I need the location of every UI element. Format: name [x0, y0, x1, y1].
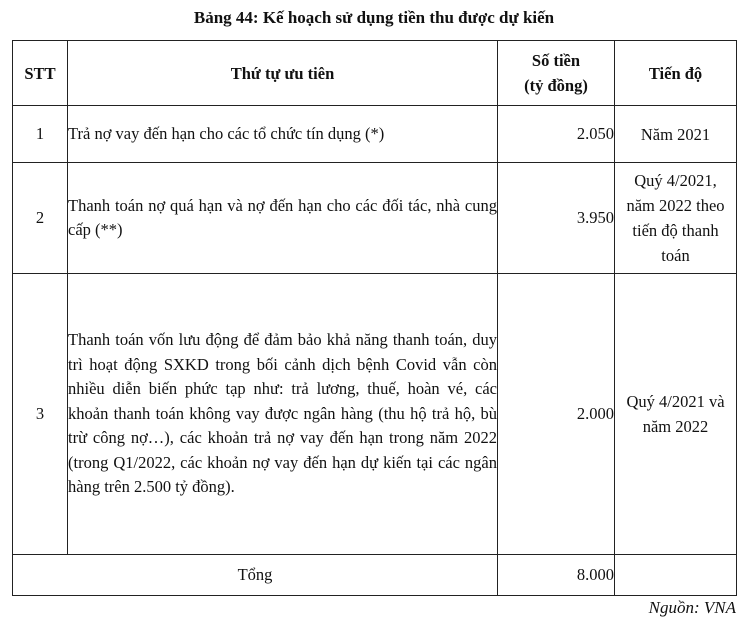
header-stt: STT: [13, 41, 68, 106]
row-amount: 2.050: [498, 106, 615, 163]
row-amount: 2.000: [498, 274, 615, 555]
row-stt: 2: [13, 163, 68, 274]
total-label: Tổng: [13, 555, 498, 596]
row-amount: 3.950: [498, 163, 615, 274]
row-priority: Thanh toán nợ quá hạn và nợ đến hạn cho các đối tác, nhà cung cấp (**): [68, 163, 498, 274]
table-caption: Bảng 44: Kế hoạch sử dụng tiền thu được dự kiến: [193, 8, 555, 27]
total-progress-empty: [615, 555, 737, 596]
total-row: [13, 555, 737, 596]
header-priority: Thứ tự ưu tiên: [68, 41, 498, 106]
row-progress: Năm 2021: [615, 106, 737, 163]
total-amount: 8.000: [498, 555, 615, 596]
table-row: [13, 106, 737, 163]
source-note: Nguồn: VNA: [648, 598, 736, 617]
table-row: [13, 163, 737, 274]
row-progress: Quý 4/2021 và năm 2022: [615, 274, 737, 555]
header-amount: [498, 41, 615, 106]
row-priority: Thanh toán vốn lưu động để đảm bảo khả năng thanh toán, duy trì hoạt động SXKD trong bối cảnh dịch bệnh Covid vẫn còn nhiều diễn biến phức tạp như: trả lương, thuế, hoàn vé, các khoản thanh toán không vay được ngân hàng (thu hộ trả hộ, bù trừ công nợ…), các khoản trả nợ vay đến hạn trong năm 2022 (trong Q1/2022, các khoản nợ vay đến hạn dự kiến tại các ngân hàng trên 2.500 tỷ đồng).: [68, 274, 498, 555]
row-stt: 1: [13, 106, 68, 163]
header-amount-line1: Số tiền: [531, 51, 581, 70]
row-progress: Quý 4/2021, năm 2022 theo tiến độ thanh toán: [615, 163, 737, 274]
usage-plan-table: [12, 40, 737, 596]
header-progress: Tiến độ: [615, 41, 737, 106]
header-row: [13, 41, 737, 106]
row-stt: 3: [13, 274, 68, 555]
table-row: [13, 274, 737, 555]
row-priority: Trả nợ vay đến hạn cho các tổ chức tín dụng (*): [68, 106, 498, 163]
header-amount-line2: (tỷ đồng): [524, 76, 588, 95]
